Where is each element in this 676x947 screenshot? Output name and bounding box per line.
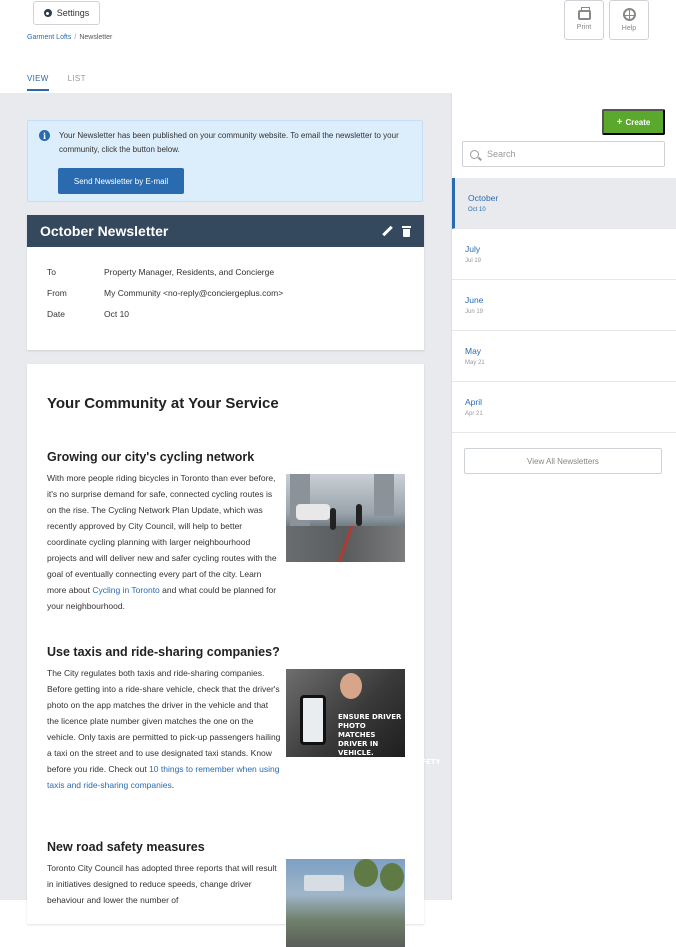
article-body [47, 470, 282, 614]
settings-button[interactable] [33, 1, 100, 25]
list-item-title: June [465, 295, 484, 305]
view-all-newsletters-button[interactable]: View All Newsletters [464, 448, 662, 474]
article-text: With more people riding bicycles in Toronto than ever before, it's no surprise demand for safe, connected cycling routes is on the rise. The Cycling Network Plan Update, which was recently approved by City Council, will help to better coordinate cycling planning with larger neighbourhood projects and will deliver new and safer cycling routes with the goal of eventually connecting every part of the city. Learn more about [47, 473, 277, 595]
taxi-photo [286, 669, 441, 766]
list-item[interactable] [452, 229, 676, 280]
photo-tree [354, 859, 378, 887]
list-item-date: Jul 19 [465, 258, 482, 264]
meta-value: Property Manager, Residents, and Concierge [104, 267, 275, 277]
list-item-date: Oct 10 [468, 207, 486, 213]
photo-cyclist [330, 508, 336, 530]
pencil-icon[interactable] [382, 226, 393, 237]
search-box [462, 141, 665, 167]
article-heading: Use taxis and ride-sharing companies? [47, 645, 280, 659]
info-icon: i [39, 130, 50, 141]
meta-row-date [47, 309, 283, 330]
list-item-title: April [465, 397, 483, 407]
content-title: Your Community at Your Service [47, 395, 279, 412]
article-text-after: . [171, 780, 175, 790]
print-button[interactable] [564, 0, 604, 40]
meta-row-from [47, 288, 283, 309]
meta-label: Date [47, 309, 65, 319]
publish-notice [27, 120, 423, 202]
article-heading: Growing our city's cycling network [47, 450, 255, 464]
newsletter-title: October Newsletter [40, 223, 169, 239]
list-item-date: Jun 19 [465, 309, 484, 315]
settings-label: Settings [56, 8, 90, 18]
tab-list[interactable]: LIST [67, 74, 86, 83]
photo-tree [380, 863, 404, 891]
main-content [0, 93, 451, 905]
photo-car [296, 504, 330, 520]
breadcrumb-current: Newsletter [79, 34, 113, 41]
newsletter-meta [47, 267, 283, 330]
newsletter-titlebar [27, 215, 424, 247]
list-item[interactable] [452, 280, 676, 331]
cycling-photo [286, 474, 405, 562]
newsletter-header-card [27, 215, 424, 350]
photo-face [340, 673, 362, 699]
newsletter-sidebar [451, 93, 675, 900]
printer-icon [578, 10, 591, 20]
plus-icon: + [616, 116, 623, 128]
breadcrumb [27, 34, 112, 41]
newsletter-content [27, 364, 441, 924]
photo-bus [304, 875, 344, 891]
article-body: Toronto City Council has adopted three reports that will result in initiatives designed to reduce speeds, change driver behaviour and lower the number of [47, 863, 277, 905]
trash-icon[interactable] [402, 226, 411, 237]
article-text-after: and what could be planned for your neighbourhood. [47, 585, 277, 611]
photo-cyclist [356, 504, 362, 526]
list-item[interactable] [452, 382, 676, 433]
search-icon [470, 150, 479, 159]
list-item-title: May [465, 346, 482, 356]
gear-icon [44, 9, 52, 17]
article-text: The City regulates both taxis and ride-sharing companies. Before getting into a ride-share vehicle, check that the driver's photo on the app matches the driver in the vehicle and that the licence plate number given matches the one on the vehicle. Only taxis are permitted to pick-up passengers hailing a taxi on the street and to use designated taxi stands. Know before you ride. Check out [47, 668, 281, 774]
road-safety-photo [286, 859, 405, 947]
view-tabs [27, 74, 86, 91]
article-body [47, 665, 282, 793]
list-item-date: Apr 21 [465, 411, 483, 417]
help-button[interactable] [609, 0, 649, 40]
meta-label: From [47, 288, 67, 298]
breadcrumb-root-link[interactable]: Garment Lofts [27, 34, 72, 41]
photo-phone [300, 695, 326, 745]
send-newsletter-email-button[interactable]: Send Newsletter by E-mail [58, 168, 184, 194]
meta-label: To [47, 267, 56, 277]
print-label: Print [576, 23, 592, 31]
help-label: Help [621, 25, 637, 32]
cycling-toronto-link[interactable]: Cycling in Toronto [92, 585, 160, 595]
page-header [0, 0, 675, 93]
meta-value: Oct 10 [104, 309, 130, 319]
search-input[interactable] [487, 149, 647, 159]
photo-caption: ENSURE DRIVER PHOTO MATCHES DRIVER IN VEHICLE. TORONTO.CA/RIDESAFETY [338, 713, 441, 766]
meta-value: My Community <no-reply@conciergeplus.com> [104, 288, 284, 298]
create-button[interactable] [602, 109, 665, 135]
photo-building [374, 474, 394, 516]
notice-text: Your Newsletter has been published on your community website. To email the newsletter to your community, click the button below. [59, 131, 399, 154]
create-label: Create [625, 117, 651, 127]
article-heading: New road safety measures [47, 840, 205, 854]
list-item-date: May 21 [465, 360, 485, 366]
lifebuoy-icon [623, 8, 636, 21]
taxi-tips-link[interactable]: 10 things to remember when using taxis and ride-sharing companies [47, 764, 280, 790]
list-item[interactable] [452, 331, 676, 382]
breadcrumb-separator: / [74, 34, 77, 41]
tab-view[interactable]: VIEW [27, 74, 49, 91]
newsletter-list [452, 178, 676, 433]
newsletter-actions [382, 226, 411, 237]
list-item[interactable] [452, 178, 676, 229]
list-item-title: October [468, 193, 499, 203]
list-item-title: July [465, 244, 481, 254]
meta-row-to [47, 267, 283, 288]
